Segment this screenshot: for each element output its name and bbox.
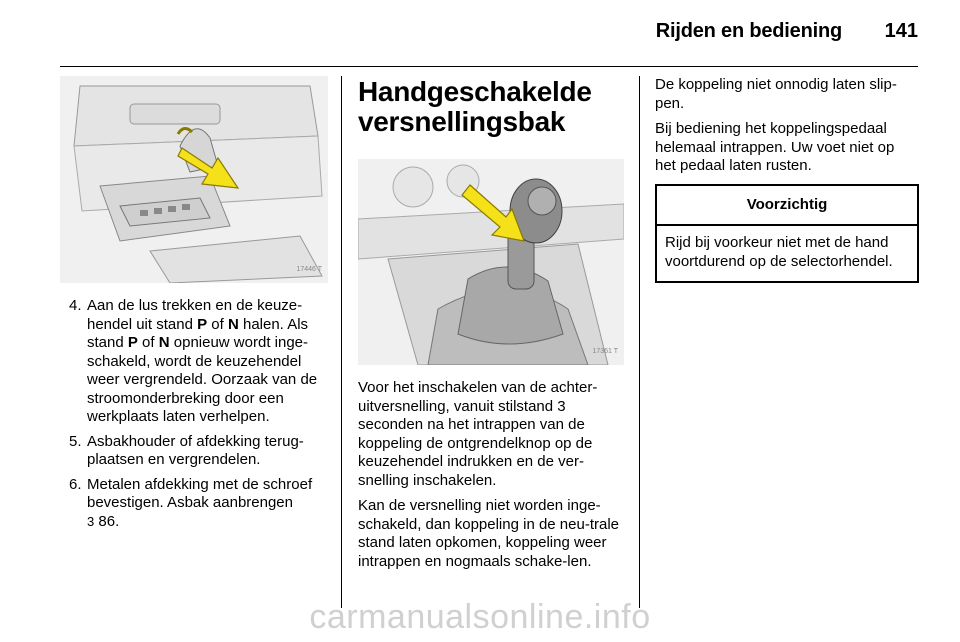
steps-list [60,297,328,531]
column-2 [358,76,624,578]
header-rule [60,66,918,67]
reference-arrow-icon: 3 [87,513,95,529]
list-item: 5. Asbakhouder of afdekking terug-plaatsen en vergrendelen. [69,432,304,468]
page-number: 141 [884,20,918,42]
header-title: Rijden en bediening [655,20,842,42]
column-1 [60,76,328,537]
illustration-code: 17446 T [296,265,322,273]
page-header [0,0,960,66]
watermark: carmanualsonline.info [309,598,651,636]
paragraph: Kan de versnelling niet worden inge-schakeld, dan koppeling in de neu-trale stand laten opkomen, koppeling weer intrappen en nogmaals schake-len. [358,497,620,570]
selector-lever-illustration [60,76,328,283]
section-title: Handgeschakelde versnellingsbak [358,76,592,137]
column-divider-right [639,76,640,608]
column-divider-left [341,76,342,608]
section-body [358,379,624,571]
list-item: 6. Metalen afdekking met de schroef bevestigen. Asbak aanbrengen 3 86. [69,475,313,530]
caution-box [655,184,919,284]
column-3 [655,76,919,283]
paragraph: Bij bediening het koppelingspedaal helemaal intrappen. Uw voet niet op het pedaal laten rusten. [655,120,895,174]
page-reference-link[interactable]: 3 86. [87,512,120,530]
caution-title: Voorzichtig [657,186,917,227]
gear-lever-illustration [358,159,624,365]
caution-text: Rijd bij voorkeur niet met de hand voortdurend op de selectorhendel. [665,234,893,270]
illustration-code: 17361 T [592,347,618,355]
paragraph: Voor het inschakelen van de achter-uitversnelling, vanuit stilstand 3 seconden na het intrappen van de koppeling de ontgrendelknop op de keuzehendel indrukken en de ver-snelling inschakelen. [358,379,598,489]
paragraph: De koppeling niet onnodig laten slip-pen. [655,76,897,112]
list-item: 4. Aan de lus trekken en de keuze-hendel uit stand P of N halen. Als stand P of N opnieuw wordt inge-schakeld, wordt de keuzehendel weer vergrendeld. Oorzaak van de stroomonderbreking door een werkplaats laten verhelpen. [69,297,318,425]
